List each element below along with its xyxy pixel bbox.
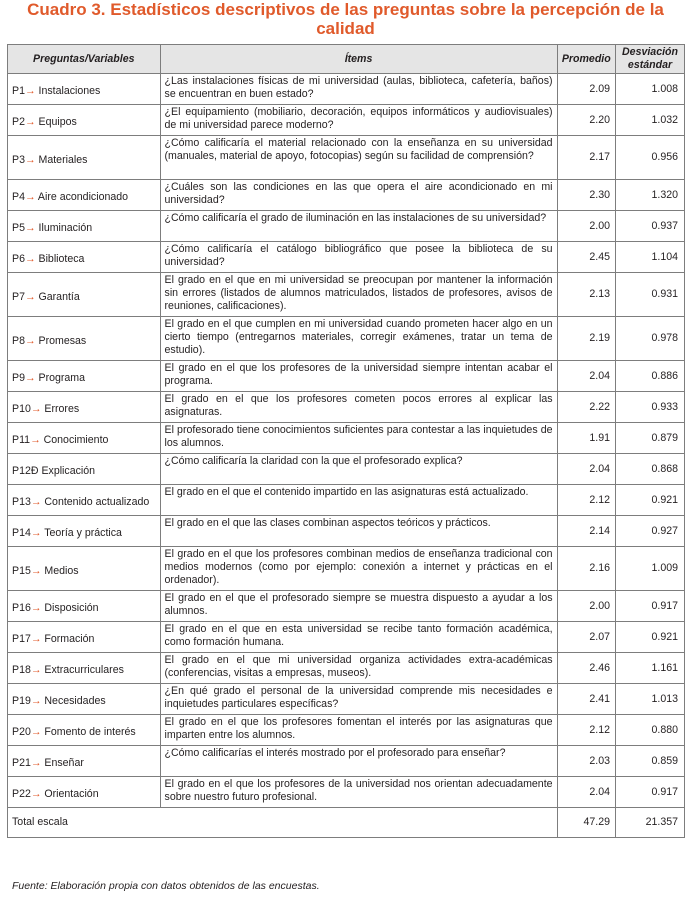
table-row (8, 211, 685, 242)
arrow-right-icon: → (24, 85, 36, 97)
question-code: P7 (12, 290, 25, 303)
variable-name: Formación (44, 633, 95, 645)
total-mean: 47.29 (557, 808, 616, 838)
mean-value: 2.46 (557, 653, 616, 684)
variable-cell (8, 392, 161, 423)
mean-value: 2.30 (557, 180, 616, 211)
table-row (8, 715, 685, 746)
table-row (8, 591, 685, 622)
sd-value: 1.013 (616, 684, 685, 715)
table-row (8, 273, 685, 317)
item-text: ¿Cómo calificaría la claridad con la que el profesorado explica? (160, 454, 557, 485)
variable-name: Fomento de interés (44, 726, 136, 738)
sd-value: 0.933 (616, 392, 685, 423)
item-text: ¿Cómo calificaría el catálogo bibliográfico que posee la biblioteca de su universidad? (160, 242, 557, 273)
variable-cell (8, 105, 161, 136)
question-code: P14 (12, 527, 31, 539)
mean-value: 2.04 (557, 361, 616, 392)
sd-value: 0.927 (616, 516, 685, 547)
question-code: P20 (12, 726, 31, 738)
sd-value: 1.009 (616, 547, 685, 591)
question-code: P18 (12, 664, 31, 676)
table-header-row (8, 45, 685, 74)
question-code: P16 (12, 602, 31, 614)
item-text: El grado en el que en esta universidad se recibe tanto formación académica, como formación humana. (160, 622, 557, 653)
item-text: ¿Cómo calificaría el grado de iluminación en las instalaciones de su universidad? (160, 211, 557, 242)
question-code: P8 (12, 334, 25, 347)
variable-cell (8, 746, 161, 777)
mean-value: 2.22 (557, 392, 616, 423)
sd-value: 1.320 (616, 180, 685, 211)
variable-name: Garantía (38, 290, 80, 303)
mean-value: 2.09 (557, 74, 616, 105)
variable-name: Programa (38, 372, 86, 384)
mean-value: 2.17 (557, 136, 616, 180)
item-text: El grado en el que los profesores fomentan el interés por las asignaturas que imparten entre los alumnos. (160, 715, 557, 746)
table-row (8, 454, 685, 485)
variable-name: Teoría y práctica (44, 527, 122, 539)
question-code: P22 (12, 788, 31, 800)
question-code: P21 (12, 757, 31, 769)
mean-value: 2.19 (557, 317, 616, 361)
item-text: El grado en el que los profesores cometen pocos errores al explicar las asignaturas. (160, 392, 557, 423)
variable-cell (8, 361, 161, 392)
table-row (8, 180, 685, 211)
item-text: El grado en el que los profesores combinan medios de enseñanza tradicional con medios modernos (como por ejemplo: conexión a internet y prácticas en el ordenador). (160, 547, 557, 591)
item-text: El grado en el que los profesores de la universidad nos orientan adecuadamente sobre nuestro futuro profesional. (160, 777, 557, 808)
mean-value: 2.03 (557, 746, 616, 777)
question-code: P3 (12, 153, 25, 166)
table-row (8, 746, 685, 777)
arrow-right-icon: → (24, 191, 36, 203)
mean-value: 2.00 (557, 211, 616, 242)
question-code: P19 (12, 695, 31, 707)
variable-cell (8, 74, 161, 105)
arrow-right-icon: → (24, 290, 36, 303)
variable-cell (8, 653, 161, 684)
variable-name: Extracurriculares (44, 664, 124, 676)
mean-value: 2.45 (557, 242, 616, 273)
total-label: Total escala (8, 808, 558, 838)
item-text: El grado en el que el contenido impartido en las asignaturas está actualizado. (160, 485, 557, 516)
mean-value: 2.12 (557, 485, 616, 516)
sd-value: 0.886 (616, 361, 685, 392)
header-sd: Desviación estándar (616, 45, 685, 74)
table-body (8, 74, 685, 808)
mean-value: 2.14 (557, 516, 616, 547)
item-text: ¿Las instalaciones físicas de mi universidad (aulas, biblioteca, cafetería, baños) se encuentran en buen estado? (160, 74, 557, 105)
sd-value: 0.917 (616, 591, 685, 622)
mean-value: 2.16 (557, 547, 616, 591)
arrow-right-icon: → (24, 334, 36, 347)
variable-name: Promesas (38, 334, 87, 347)
sd-value: 1.008 (616, 74, 685, 105)
variable-cell (8, 547, 161, 591)
variable-name: Errores (44, 403, 80, 415)
arrow-right-icon: → (30, 695, 42, 707)
question-code: P15 (12, 564, 31, 577)
table-row (8, 653, 685, 684)
question-code: P1 (12, 85, 25, 97)
arrow-right-icon: → (24, 253, 36, 265)
variable-cell (8, 684, 161, 715)
variable-cell (8, 242, 161, 273)
item-text: ¿Cuáles son las condiciones en las que opera el aire acondicionado en mi universidad? (160, 180, 557, 211)
item-text: El grado en el que el profesorado siempre se muestra dispuesto a ayudar a los alumnos. (160, 591, 557, 622)
mean-value: 1.91 (557, 423, 616, 454)
table-row (8, 622, 685, 653)
arrow-right-icon: → (30, 602, 42, 614)
variable-name: Orientación (44, 788, 99, 800)
variable-name: Instalaciones (38, 85, 101, 97)
variable-name: Disposición (44, 602, 99, 614)
variable-cell (8, 317, 161, 361)
arrow-right-icon: → (30, 633, 42, 645)
variable-cell (8, 136, 161, 180)
table-row (8, 777, 685, 808)
variable-name: Explicación (41, 465, 96, 477)
item-text: El grado en el que cumplen en mi universidad cuando prometen hacer algo en un cierto tiempo (entregarnos materiales, corregir exámenes, tratar un tema de estudio). (160, 317, 557, 361)
arrow-right-icon: → (24, 116, 36, 128)
arrow-right-icon: → (30, 757, 42, 769)
mean-value: 2.04 (557, 454, 616, 485)
item-text: ¿Cómo calificaría el material relacionado con la enseñanza en su universidad (manuales, material de apoyo, fotocopias) según su facilidad de comprensión? (160, 136, 557, 180)
table-row (8, 423, 685, 454)
sd-value: 0.937 (616, 211, 685, 242)
table-row (8, 74, 685, 105)
mean-value: 2.20 (557, 105, 616, 136)
arrow-right-icon: → (24, 222, 36, 234)
variable-cell (8, 423, 161, 454)
mean-value: 2.12 (557, 715, 616, 746)
variable-cell (8, 777, 161, 808)
mean-value: 2.04 (557, 777, 616, 808)
item-text: El grado en el que en mi universidad se preocupan por mantener la información sin errores (listados de alumnos matriculados, listados de profesores, avisos de reuniones, calificaciones). (160, 273, 557, 317)
table-row (8, 136, 685, 180)
question-code: P13 (12, 496, 31, 508)
arrow-right-icon: → (30, 788, 42, 800)
variable-name: Iluminación (38, 222, 93, 234)
question-code: P12Ð (12, 465, 39, 477)
header-items: Ítems (160, 45, 557, 74)
table-row (8, 684, 685, 715)
variable-name: Contenido actualizado (44, 496, 150, 508)
arrow-right-icon: → (30, 726, 42, 738)
source-note: Fuente: Elaboración propia con datos obtenidos de las encuestas. (12, 880, 320, 892)
sd-value: 0.917 (616, 777, 685, 808)
item-text: El grado en el que los profesores de la universidad siempre intentan acabar el programa. (160, 361, 557, 392)
table-row (8, 392, 685, 423)
item-text: ¿Cómo calificarías el interés mostrado por el profesorado para enseñar? (160, 746, 557, 777)
variable-cell (8, 516, 161, 547)
sd-value: 1.104 (616, 242, 685, 273)
sd-value: 1.032 (616, 105, 685, 136)
question-code: P4 (12, 191, 25, 203)
table-title: Cuadro 3. Estadísticos descriptivos de las preguntas sobre la percepción de la calidad (27, 0, 664, 38)
arrow-right-icon: → (30, 527, 42, 539)
variable-name: Biblioteca (38, 253, 85, 265)
total-row (8, 808, 685, 838)
sd-value: 0.956 (616, 136, 685, 180)
variable-name: Materiales (38, 153, 88, 166)
mean-value: 2.00 (557, 591, 616, 622)
variable-name: Aire acondicionado (37, 191, 129, 203)
header-mean: Promedio (557, 45, 616, 74)
total-sd: 21.357 (616, 808, 685, 838)
arrow-right-icon: → (24, 153, 36, 166)
sd-value: 0.921 (616, 622, 685, 653)
question-code: P17 (12, 633, 31, 645)
sd-value: 0.859 (616, 746, 685, 777)
mean-value: 2.07 (557, 622, 616, 653)
table-row (8, 547, 685, 591)
item-text: ¿En qué grado el personal de la universidad comprende mis necesidades e inquietudes particulares específicas? (160, 684, 557, 715)
arrow-right-icon: → (30, 434, 41, 446)
sd-value: 0.868 (616, 454, 685, 485)
arrow-right-icon: → (24, 372, 36, 384)
item-text: ¿El equipamiento (mobiliario, decoración, equipos informáticos y audiovisuales) de mi universidad parece moderno? (160, 105, 557, 136)
question-code: P5 (12, 222, 25, 234)
arrow-right-icon: → (30, 403, 42, 415)
variable-cell (8, 211, 161, 242)
mean-value: 2.13 (557, 273, 616, 317)
variable-cell (8, 180, 161, 211)
sd-value: 0.921 (616, 485, 685, 516)
table-row (8, 485, 685, 516)
variable-cell (8, 622, 161, 653)
question-code: P2 (12, 116, 25, 128)
variable-cell (8, 591, 161, 622)
variable-name: Necesidades (44, 695, 106, 707)
variable-name: Enseñar (44, 757, 84, 769)
item-text: El grado en el que mi universidad organiza actividades extra-académicas (conferencias, visitas a empresas, museos). (160, 653, 557, 684)
variable-name: Medios (44, 564, 79, 577)
statistics-table (7, 44, 685, 838)
sd-value: 1.161 (616, 653, 685, 684)
table-row (8, 361, 685, 392)
table-row (8, 242, 685, 273)
table-row (8, 105, 685, 136)
arrow-right-icon: → (30, 496, 42, 508)
variable-cell (8, 273, 161, 317)
variable-name: Conocimiento (43, 434, 109, 446)
arrow-right-icon: → (30, 564, 42, 577)
variable-name: Equipos (38, 116, 77, 128)
question-code: P10 (12, 403, 31, 415)
question-code: P11 (12, 434, 31, 446)
item-text: El profesorado tiene conocimientos suficientes para contestar a las inquietudes de los alumnos. (160, 423, 557, 454)
table-row (8, 516, 685, 547)
arrow-right-icon: → (30, 664, 42, 676)
question-code: P6 (12, 253, 25, 265)
question-code: P9 (12, 372, 25, 384)
variable-cell (8, 454, 161, 485)
variable-cell (8, 715, 161, 746)
sd-value: 0.978 (616, 317, 685, 361)
mean-value: 2.41 (557, 684, 616, 715)
sd-value: 0.879 (616, 423, 685, 454)
sd-value: 0.931 (616, 273, 685, 317)
sd-value: 0.880 (616, 715, 685, 746)
item-text: El grado en el que las clases combinan aspectos teóricos y prácticos. (160, 516, 557, 547)
header-variables: Preguntas/Variables (8, 45, 161, 74)
variable-cell (8, 485, 161, 516)
table-row (8, 317, 685, 361)
